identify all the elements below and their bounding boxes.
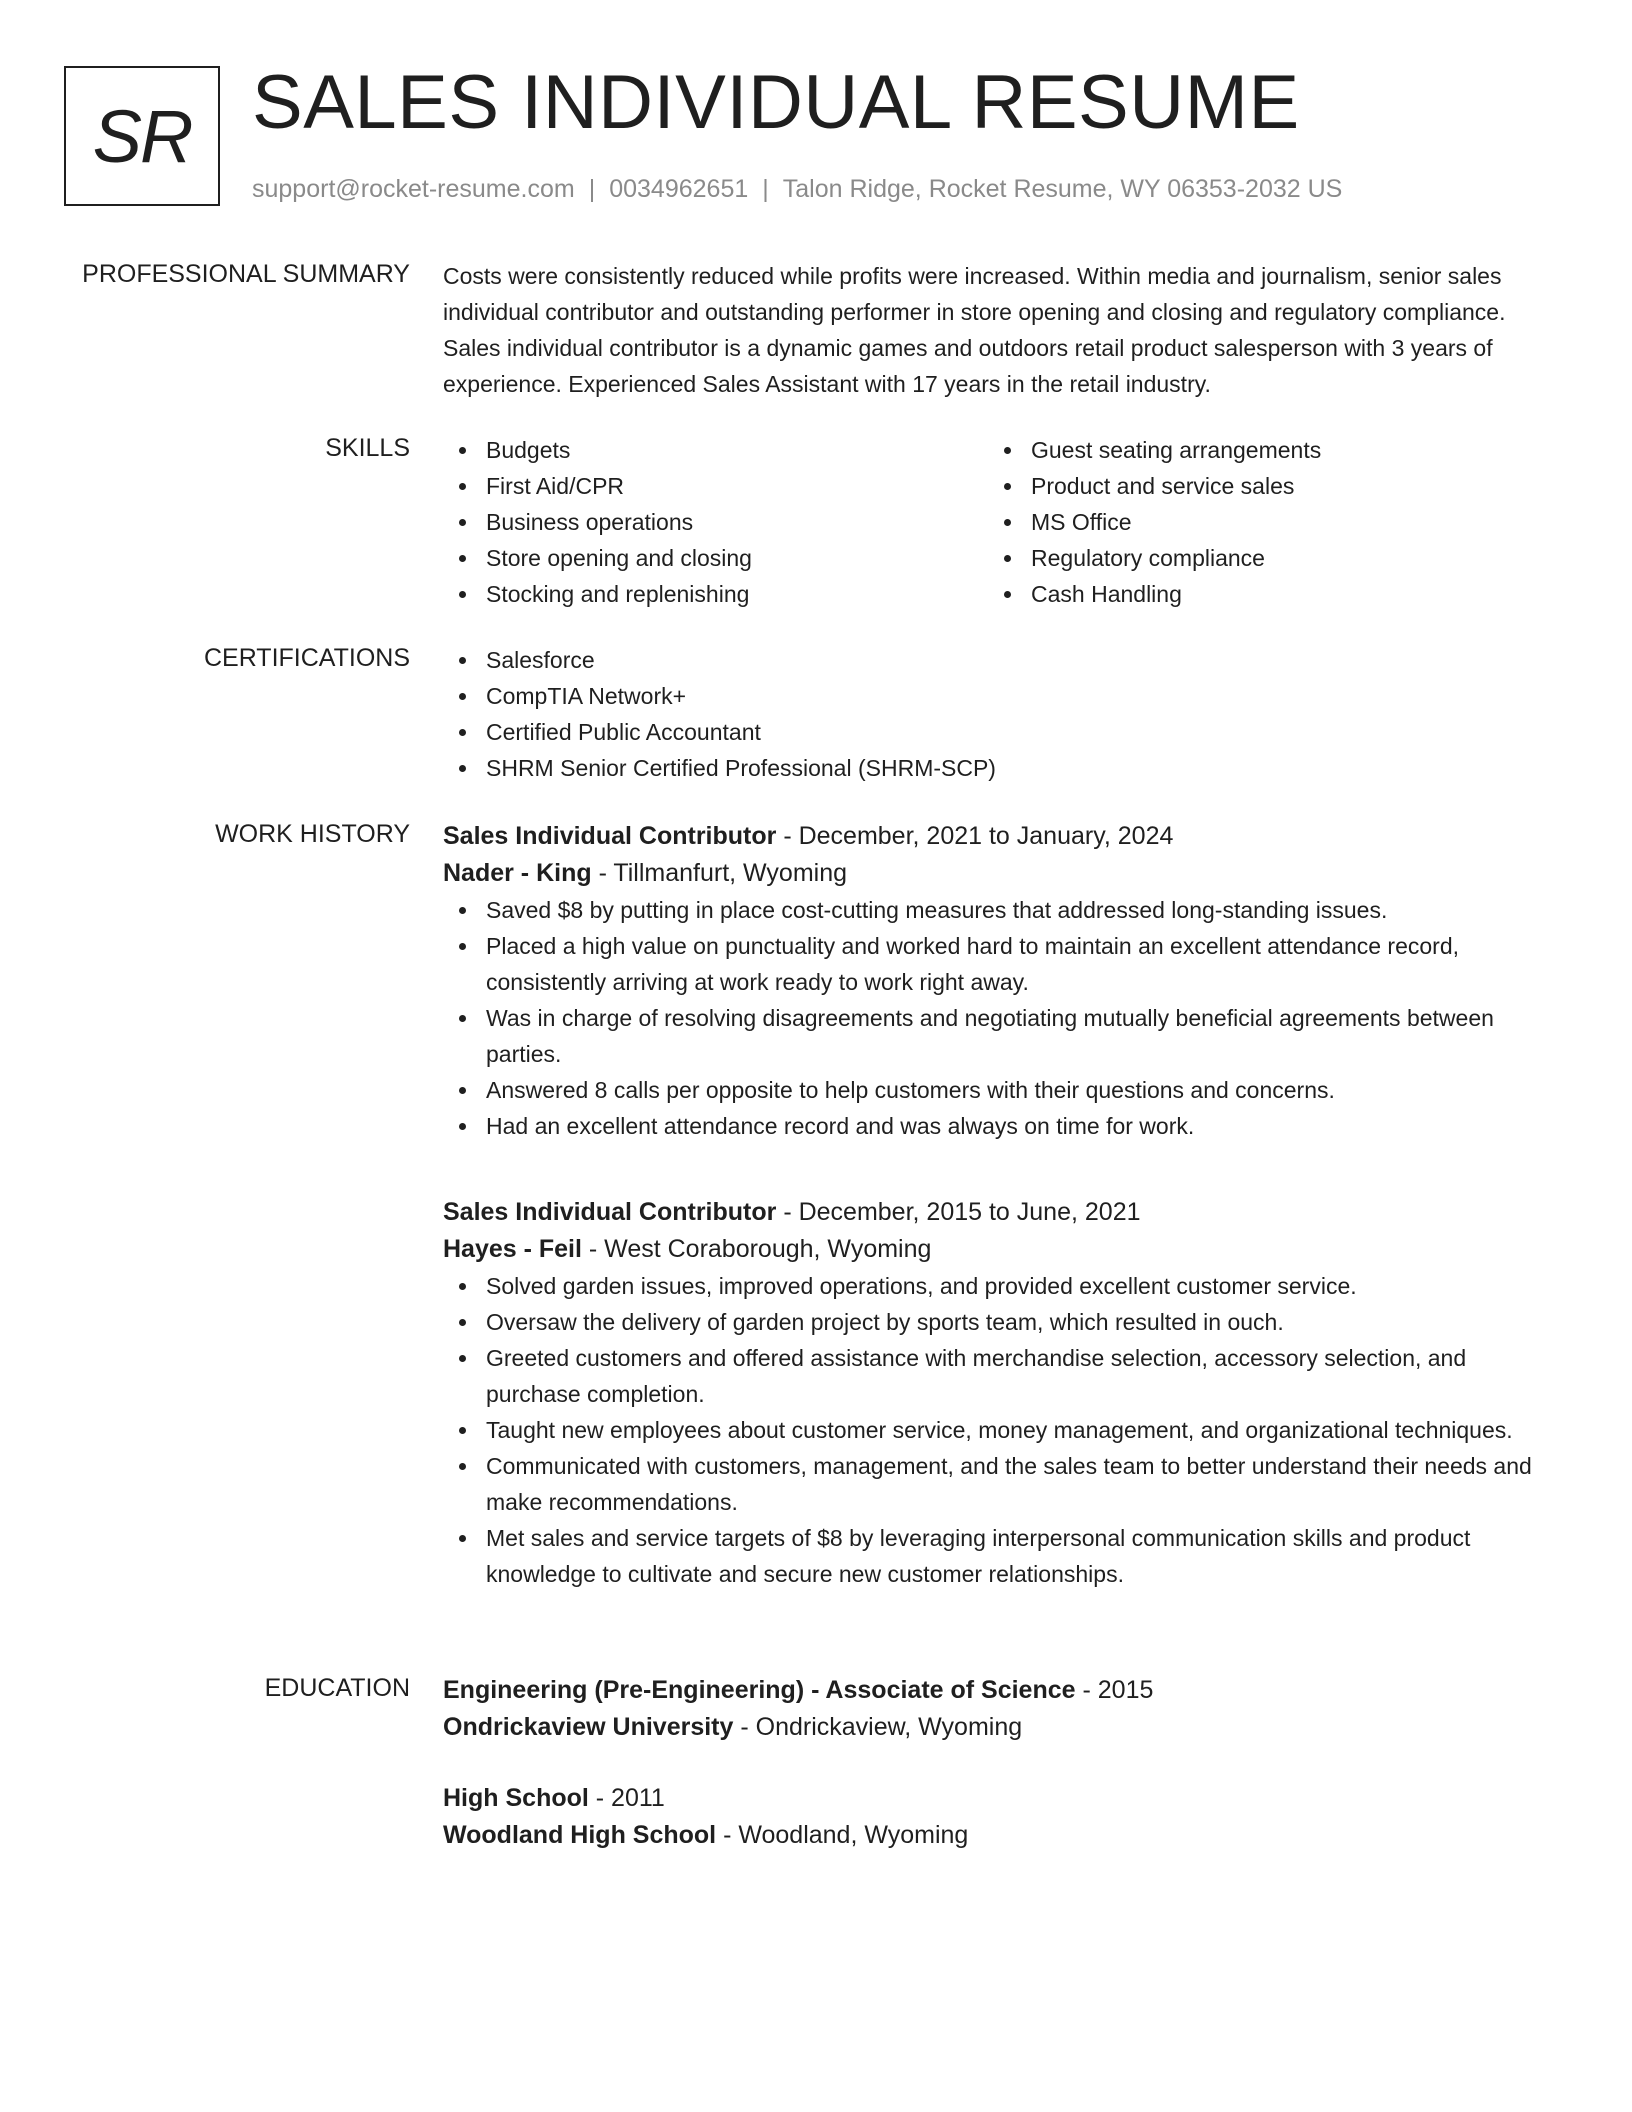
summary-text: Costs were consistently reduced while profits were increased. Within media and journalism, senior sales individual contributor and outstanding performer in store opening and closing and regulatory compliance. Sales individual contributor is a dynamic games and outdoors retail product salesperson with 3 years of experience. Experienced Sales Assistant with 17 years in the retail industry. [443,263,1506,397]
skills-body [443,432,1563,612]
job-company-line [443,1231,1563,1268]
education-school: Woodland High School [443,1821,717,1849]
job-title-line [443,818,1563,855]
job-dates: - December, 2015 to June, 2021 [776,1198,1141,1226]
education-school-line [443,1817,1563,1854]
education-location: - Woodland, Wyoming [716,1821,969,1849]
certification-item: Salesforce [486,642,1563,678]
contact-line [252,174,1342,204]
job-bullet: Communicated with customers, management, and the sales team to better understand their needs and make recommendations. [486,1448,1563,1520]
skill-item: MS Office [1031,504,1533,540]
contact-email: support@rocket-resume.com [252,175,575,203]
skills-column-right [988,432,1533,612]
skills-column-left [443,432,988,612]
skill-item: Store opening and closing [486,540,988,576]
skill-item: Product and service sales [1031,468,1533,504]
certifications-body [443,642,1563,786]
job-bullet: Answered 8 calls per opposite to help customers with their questions and concerns. [486,1072,1563,1108]
skills-grid [443,432,1563,612]
job-entry [443,1194,1563,1592]
section-label-skills: SKILLS [325,434,410,462]
job-title: Sales Individual Contributor [443,822,777,850]
resume-title: SALES INDIVIDUAL RESUME [252,60,1300,145]
skill-item: Budgets [486,432,988,468]
section-label-work-history: WORK HISTORY [215,820,410,848]
job-location: - West Coraborough, Wyoming [581,1235,932,1263]
education-degree-line [443,1672,1563,1709]
job-company: Hayes - Feil [443,1235,582,1263]
job-bullet: Solved garden issues, improved operations, and provided excellent customer service. [486,1268,1563,1304]
job-bullet: Taught new employees about customer service, money management, and organizational techniques. [486,1412,1563,1448]
section-label-education: EDUCATION [264,1674,410,1702]
summary-body [443,258,1563,402]
job-bullet: Greeted customers and offered assistance with merchandise selection, accessory selection, and purchase completion. [486,1340,1563,1412]
contact-separator: | [588,175,596,203]
certification-item: SHRM Senior Certified Professional (SHRM-SCP) [486,750,1563,786]
job-title-line [443,1194,1563,1231]
skill-item: Cash Handling [1031,576,1533,612]
education-entry [443,1780,1563,1854]
job-bullet: Saved $8 by putting in place cost-cutting measures that addressed long-standing issues. [486,892,1563,928]
education-year: - 2015 [1075,1676,1154,1704]
skill-item: Stocking and replenishing [486,576,988,612]
contact-address: Talon Ridge, Rocket Resume, WY 06353-2032 US [782,175,1343,203]
education-year: - 2011 [588,1784,665,1812]
education-school-line [443,1709,1563,1746]
job-bullet: Oversaw the delivery of garden project by sports team, which resulted in ouch. [486,1304,1563,1340]
job-bullets [443,1268,1563,1592]
job-company-line [443,855,1563,892]
skill-item: Guest seating arrangements [1031,432,1533,468]
job-bullet: Had an excellent attendance record and was always on time for work. [486,1108,1563,1144]
contact-separator: | [762,175,769,203]
job-bullets [443,892,1563,1144]
education-degree-line [443,1780,1563,1817]
job-bullet: Was in charge of resolving disagreements and negotiating mutually beneficial agreements between parties. [486,1000,1563,1072]
contact-phone: 0034962651 [609,175,749,203]
skill-item: Business operations [486,504,988,540]
section-label-summary: PROFESSIONAL SUMMARY [82,260,410,288]
skill-item: First Aid/CPR [486,468,988,504]
section-label-certifications: CERTIFICATIONS [203,644,410,672]
job-dates: - December, 2021 to January, 2024 [776,822,1174,850]
certification-item: Certified Public Accountant [486,714,1563,750]
education-degree: High School [443,1784,589,1812]
monogram-logo: SR [64,66,220,206]
education-entry [443,1672,1563,1746]
skill-item: Regulatory compliance [1031,540,1533,576]
education-degree: Engineering (Pre-Engineering) - Associate of Science [443,1676,1076,1704]
job-entry [443,818,1563,1144]
education-location: - Ondrickaview, Wyoming [733,1713,1023,1741]
job-bullet: Met sales and service targets of $8 by leveraging interpersonal communication skills and product knowledge to cultivate and secure new customer relationships. [486,1520,1563,1592]
certification-item: CompTIA Network+ [486,678,1563,714]
education-school: Ondrickaview University [443,1713,734,1741]
job-bullet: Placed a high value on punctuality and worked hard to maintain an excellent attendance record, consistently arriving at work ready to work right away. [486,928,1563,1000]
job-location: - Tillmanfurt, Wyoming [591,859,848,887]
job-company: Nader - King [443,859,592,887]
job-title: Sales Individual Contributor [443,1198,777,1226]
